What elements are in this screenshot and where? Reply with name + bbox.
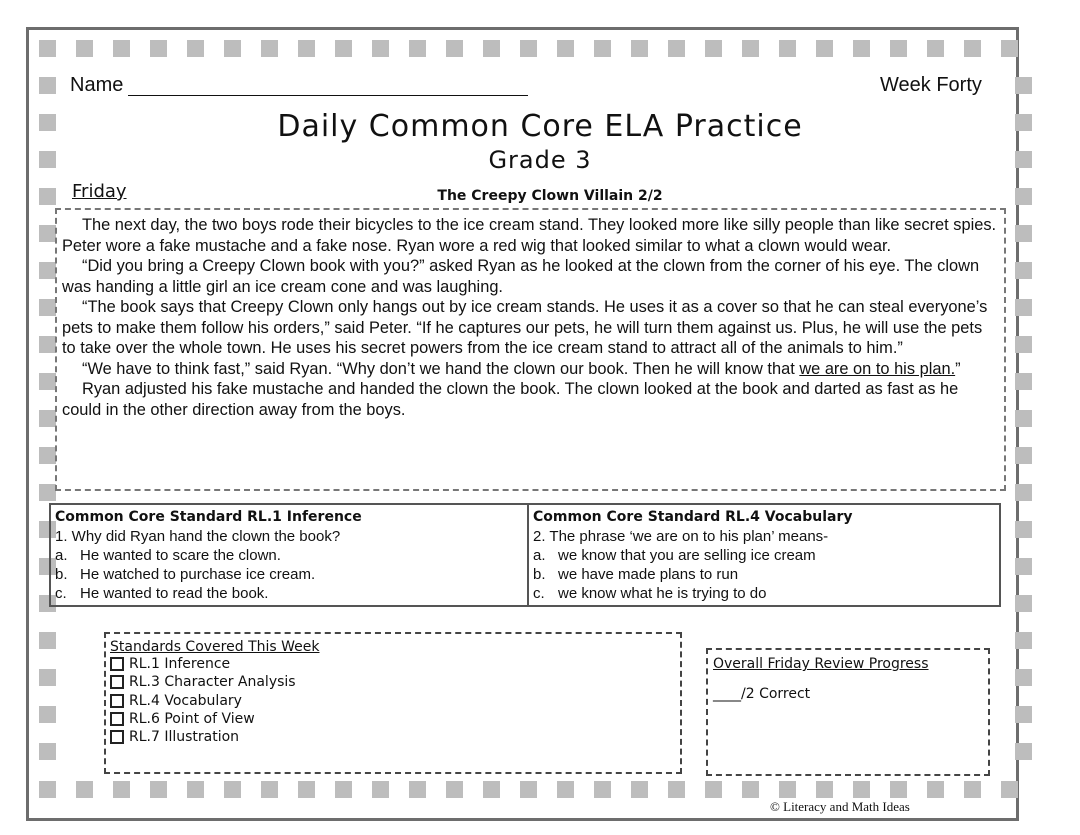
border-square [1015, 262, 1032, 279]
checkbox[interactable] [110, 657, 124, 671]
border-square [150, 781, 167, 798]
border-square [557, 40, 574, 57]
border-square [483, 781, 500, 798]
day-label: Friday [72, 181, 127, 202]
page-title: Daily Common Core ELA Practice [277, 109, 803, 144]
border-square [816, 781, 833, 798]
border-square [853, 781, 870, 798]
border-square [1015, 632, 1032, 649]
checkbox[interactable] [110, 675, 124, 689]
name-label: Name [70, 74, 124, 96]
border-square [742, 781, 759, 798]
border-square [742, 40, 759, 57]
underlined-phrase: we are on to his plan. [799, 359, 956, 378]
border-square [631, 781, 648, 798]
border-square [446, 40, 463, 57]
border-square [1015, 336, 1032, 353]
border-square [1015, 669, 1032, 686]
border-square [335, 40, 352, 57]
border-square [1015, 447, 1032, 464]
border-square [779, 40, 796, 57]
checkbox[interactable] [110, 730, 124, 744]
border-square [39, 484, 56, 501]
border-square [557, 781, 574, 798]
border-square [631, 40, 648, 57]
border-square [409, 781, 426, 798]
standards-heading: Standards Covered This Week [110, 639, 320, 655]
border-square [39, 632, 56, 649]
standard-item[interactable]: RL.3 Character Analysis [110, 673, 680, 691]
border-square [39, 743, 56, 760]
border-square [853, 40, 870, 57]
passage-paragraph: “The book says that Creepy Clown only hangs out by ice cream stands. He uses it as a cover so that he can steal everyone’s pets to make them follow his orders,” said Peter. “If he captures our pets, he will turn them against us. Plus, he will use the pets to take over the whole town. He uses his secret powers from the ice cream stand to attract all of the animals to him.” [62, 298, 988, 357]
border-square [335, 781, 352, 798]
border-square [76, 781, 93, 798]
border-square [1015, 299, 1032, 316]
border-square [113, 781, 130, 798]
border-square [261, 40, 278, 57]
border-square [1015, 558, 1032, 575]
passage-text: “We have to think fast,” said Ryan. “Why don’t we hand the clown our book. Then he will know that [82, 359, 800, 378]
border-square [1015, 188, 1032, 205]
border-square [1015, 706, 1032, 723]
standard-heading: Common Core Standard RL.4 Vocabulary [533, 509, 853, 525]
border-square [39, 299, 56, 316]
border-square [594, 40, 611, 57]
passage-paragraph: Ryan adjusted his fake mustache and handed the clown the book. The clown looked at the book and darted as fast as he could in the other direction away from the boys. [62, 380, 959, 419]
border-square [39, 373, 56, 390]
border-square [261, 781, 278, 798]
border-square [1015, 521, 1032, 538]
answer-option-b[interactable]: b. He watched to purchase ice cream. [55, 566, 316, 583]
border-square [1001, 40, 1018, 57]
border-square [1015, 373, 1032, 390]
border-square [39, 781, 56, 798]
border-square [446, 781, 463, 798]
border-square [890, 40, 907, 57]
border-square [1015, 410, 1032, 427]
story-title: The Creepy Clown Villain 2/2 [437, 188, 663, 204]
standard-item[interactable]: RL.7 Illustration [110, 728, 680, 746]
border-square [927, 781, 944, 798]
border-square [150, 40, 167, 57]
progress-box [706, 648, 990, 776]
border-square [39, 225, 56, 242]
answer-option-c[interactable]: c. He wanted to read the book. [55, 585, 269, 602]
question-text: 2. The phrase ‘we are on to his plan’ means- [533, 528, 829, 545]
border-square [39, 447, 56, 464]
passage-paragraph: The next day, the two boys rode their bicycles to the ice cream stand. They looked more like silly people than like secret spies. Peter wore a fake mustache and a fake nose. Ryan wore a red wig that looked similar to what a clown would wear. [62, 216, 997, 255]
border-square [1015, 225, 1032, 242]
question-text: 1. Why did Ryan hand the clown the book? [55, 528, 341, 545]
border-square [779, 781, 796, 798]
answer-option-a[interactable]: a. He wanted to scare the clown. [55, 547, 281, 564]
border-square [520, 40, 537, 57]
border-square [298, 40, 315, 57]
standard-item[interactable]: RL.4 Vocabulary [110, 692, 680, 710]
answer-option-b[interactable]: b. we have made plans to run [533, 566, 739, 583]
checkbox[interactable] [110, 712, 124, 726]
border-square [39, 669, 56, 686]
answer-option-a[interactable]: a. we know that you are selling ice cream [533, 547, 816, 564]
border-square [187, 781, 204, 798]
border-square [594, 781, 611, 798]
name-field-line[interactable] [128, 95, 528, 96]
border-square [483, 40, 500, 57]
border-square [298, 781, 315, 798]
standard-item[interactable]: RL.6 Point of View [110, 710, 680, 728]
border-square [372, 781, 389, 798]
border-square [890, 781, 907, 798]
grade-label: Grade 3 [488, 146, 592, 174]
border-square [964, 40, 981, 57]
border-square [113, 40, 130, 57]
passage-paragraph: “Did you bring a Creepy Clown book with you?” asked Ryan as he looked at the clown from the corner of his eye. The clown was handing a little girl an ice cream cone and was laughing. [62, 257, 980, 296]
border-square [964, 781, 981, 798]
checkbox[interactable] [110, 694, 124, 708]
border-square [668, 40, 685, 57]
standards-covered-box [104, 632, 682, 774]
standard-heading: Common Core Standard RL.1 Inference [55, 509, 362, 525]
border-square [39, 77, 56, 94]
answer-option-c[interactable]: c. we know what he is trying to do [533, 585, 767, 602]
border-square [409, 40, 426, 57]
copyright-text: © Literacy and Math Ideas [770, 799, 910, 814]
progress-score[interactable]: ____/2 Correct [713, 686, 811, 702]
question-box-2 [527, 503, 1001, 607]
border-square [1015, 595, 1032, 612]
border-square [224, 40, 241, 57]
border-square [705, 781, 722, 798]
week-label: Week Forty [880, 74, 982, 96]
border-square [372, 40, 389, 57]
border-square [1015, 77, 1032, 94]
border-square [705, 40, 722, 57]
border-square [39, 336, 56, 353]
border-square [520, 781, 537, 798]
progress-heading: Overall Friday Review Progress [713, 656, 929, 672]
border-square [927, 40, 944, 57]
border-square [39, 706, 56, 723]
border-square [39, 40, 56, 57]
border-square [39, 410, 56, 427]
border-square [668, 781, 685, 798]
reading-passage [55, 208, 1006, 491]
border-square [39, 188, 56, 205]
border-square [1001, 781, 1018, 798]
passage-text: ” [955, 359, 961, 378]
border-square [187, 40, 204, 57]
border-square [39, 262, 56, 279]
border-square [816, 40, 833, 57]
question-box-1 [49, 503, 529, 607]
border-square [1015, 743, 1032, 760]
border-square [1015, 484, 1032, 501]
standard-item[interactable]: RL.1 Inference [110, 655, 680, 673]
passage-paragraph [62, 359, 999, 380]
border-square [224, 781, 241, 798]
border-square [76, 40, 93, 57]
